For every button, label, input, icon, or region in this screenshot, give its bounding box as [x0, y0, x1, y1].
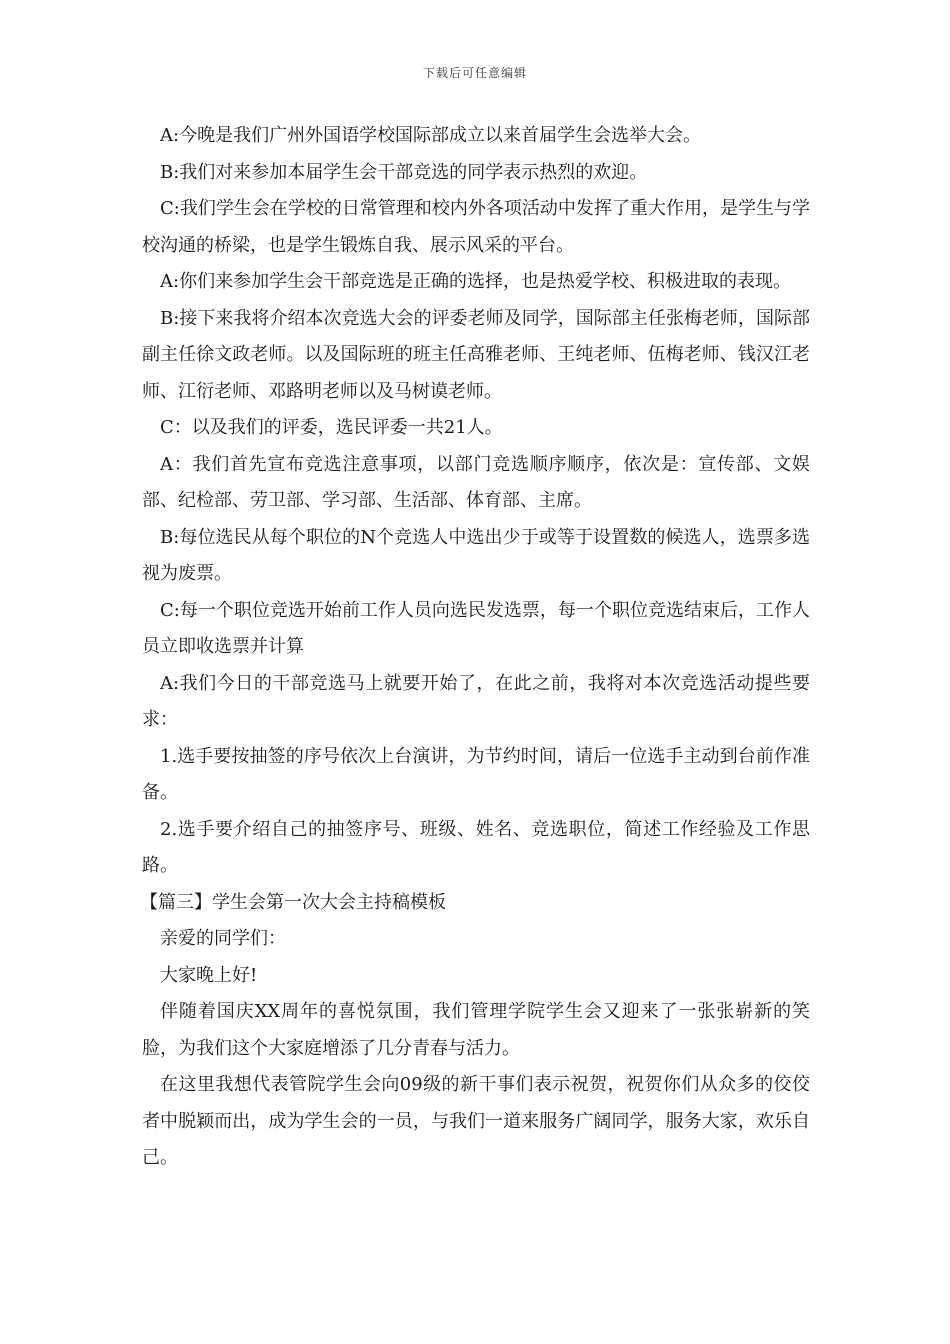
paragraph-salutation: 亲爱的同学们： [160, 928, 286, 949]
paragraph-order-a: A：我们首先宣布竞选注意事项，以部门竞选顺序顺序，依次是：宣传部、文娱部、纪检部、劳卫部、学习部、生活部、体育部、主席。 [142, 453, 810, 511]
paragraph-voters-c: C：以及我们的评委，选民评委一共21人。 [160, 417, 503, 438]
paragraph-judges-b: B:接下来我将介绍本次竞选大会的评委老师及同学，国际部主任张梅老师，国际部副主任徐文政老师。以及国际班的班主任高雅老师、王纯老师、伍梅老师、钱汉江老师、江衍老师、邓路明老师以及马树谟老师。 [142, 307, 810, 402]
paragraph-welcome-b: B:我们对来参加本届学生会干部竞选的同学表示热烈的欢迎。 [160, 161, 648, 183]
paragraph-ballots-c: C:每一个职位竞选开始前工作人员向选民发选票，每一个职位竞选结束后，工作人员立即收选票并计算 [142, 599, 810, 657]
paragraph-requirements-a: A:我们今日的干部竞选马上就要开始了，在此之前，我将对本次竞选活动提些要求： [142, 672, 810, 730]
section-heading: 【篇三】学生会第一次大会主持稿模板 [140, 891, 446, 913]
list-item-2: 2.选手要介绍自己的抽签序号、班级、姓名、竞选职位，简述工作经验及工作思路。 [142, 818, 810, 876]
paragraph-rules-b: B:每位选民从每个职位的N个竞选人中选出少于或等于设置数的候选人，选票多选视为废票。 [142, 526, 810, 584]
paragraph-greeting: 大家晚上好! [160, 964, 258, 986]
page-header: 下载后可任意编辑 [422, 66, 527, 80]
paragraph-congratulations: 在这里我想代表管院学生会向09级的新干事们表示祝贺，祝贺你们从众多的佼佼者中脱颖而出，成为学生会的一员，与我们一道来服务广阔同学，服务大家，欢乐自己。 [142, 1074, 810, 1168]
paragraph-opening-a: A:今晚是我们广州外国语学校国际部成立以来首届学生会选举大会。 [160, 125, 702, 146]
document-body [142, 118, 810, 1177]
list-item-1: 1.选手要按抽签的序号依次上台演讲，为节约时间，请后一位选手主动到台前作准备。 [142, 745, 810, 803]
paragraph-national-day: 伴随着国庆XX周年的喜悦氛围，我们管理学院学生会又迎来了一张张崭新的笑脸，为我们这个大家庭增添了几分青春与活力。 [142, 1001, 810, 1059]
paragraph-role-c: C:我们学生会在学校的日常管理和校内外各项活动中发挥了重大作用，是学生与学校沟通的桥梁，也是学生锻炼自我、展示风采的平台。 [142, 198, 810, 256]
paragraph-choice-a: A:你们来参加学生会干部竞选是正确的选择，也是热爱学校、积极进取的表现。 [160, 271, 792, 292]
